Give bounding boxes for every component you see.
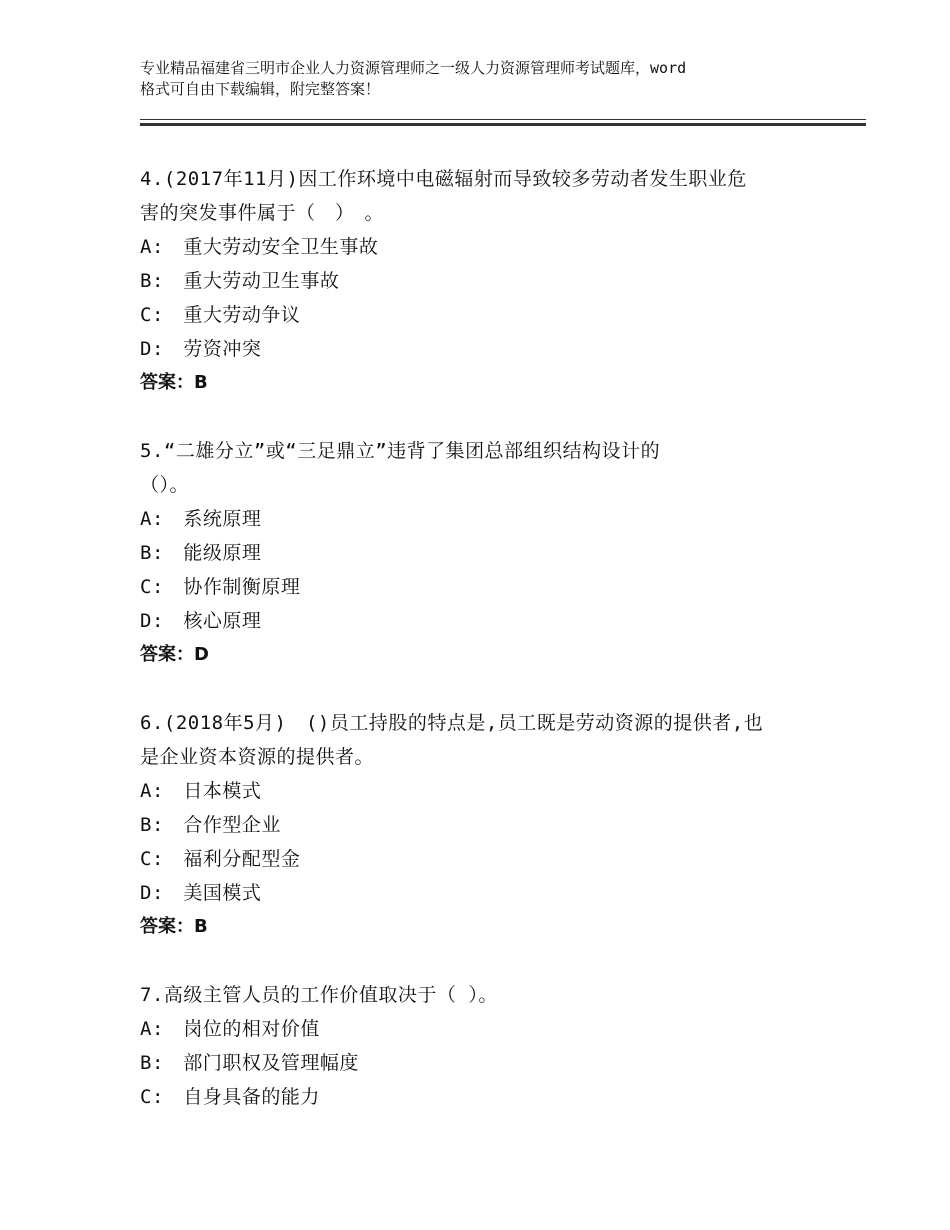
question-text: 是企业资本资源的提供者。 — [140, 746, 375, 768]
option-b: B: 能级原理 — [140, 542, 262, 564]
question-text: 5.“二雄分立”或“三足鼎立”违背了集团总部组织结构设计的 — [140, 440, 661, 462]
header-divider-thick — [140, 123, 866, 126]
option-d: D: 劳资冲突 — [140, 338, 262, 360]
answer-label: 答案：D — [140, 644, 209, 665]
question-4 — [140, 162, 840, 400]
question-6 — [140, 706, 840, 944]
question-text: 害的突发事件属于（ ） 。 — [140, 202, 385, 224]
question-5 — [140, 434, 840, 672]
document-header — [140, 58, 840, 100]
option-c: C: 协作制衡原理 — [140, 576, 301, 598]
answer-label: 答案：B — [140, 372, 208, 393]
option-b: B: 合作型企业 — [140, 814, 281, 836]
option-list — [140, 774, 840, 910]
option-a: A: 岗位的相对价值 — [140, 1018, 320, 1040]
option-a: A: 系统原理 — [140, 508, 262, 530]
option-a: A: 日本模式 — [140, 780, 262, 802]
header-line-1: 专业精品福建省三明市企业人力资源管理师之一级人力资源管理师考试题库，word — [140, 59, 687, 77]
option-list — [140, 1012, 840, 1114]
option-b: B: 部门职权及管理幅度 — [140, 1052, 359, 1074]
option-list — [140, 230, 840, 366]
question-text: 4.(2017年11月)因工作环境中电磁辐射而导致较多劳动者发生职业危 — [140, 168, 747, 190]
option-c: C: 重大劳动争议 — [140, 304, 301, 326]
question-7 — [140, 978, 840, 1114]
option-d: D: 美国模式 — [140, 882, 262, 904]
option-b: B: 重大劳动卫生事故 — [140, 270, 340, 292]
option-c: C: 自身具备的能力 — [140, 1086, 320, 1108]
question-text: 7.高级主管人员的工作价值取决于（ ）。 — [140, 984, 498, 1006]
question-text: （）。 — [140, 474, 190, 496]
question-text: 6.(2018年5月) ()员工持股的特点是,员工既是劳动资源的提供者,也 — [140, 712, 764, 734]
answer-label: 答案：B — [140, 916, 208, 937]
header-divider-thin — [140, 119, 866, 120]
option-a: A: 重大劳动安全卫生事故 — [140, 236, 379, 258]
option-c: C: 福利分配型金 — [140, 848, 301, 870]
question-list — [140, 162, 840, 1148]
option-d: D: 核心原理 — [140, 610, 262, 632]
option-list — [140, 502, 840, 638]
header-line-2: 格式可自由下载编辑，附完整答案！ — [140, 80, 381, 98]
